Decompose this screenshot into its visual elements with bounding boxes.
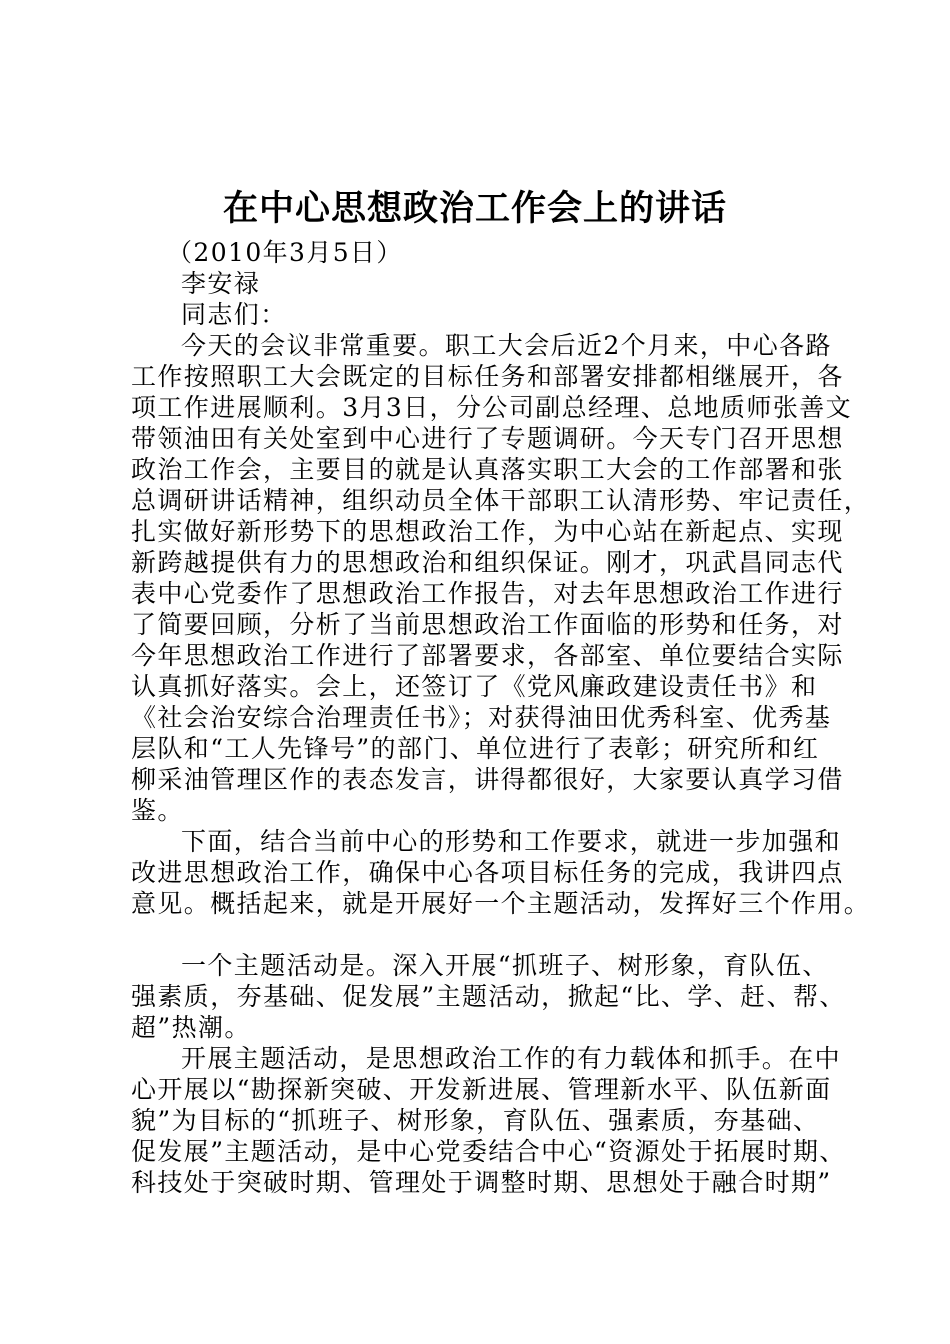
paragraph-line: 工作按照职工大会既定的目标任务和部署安排都相继展开，各 xyxy=(131,362,844,391)
paragraph-line: 表中心党委作了思想政治工作报告，对去年思想政治工作进行 xyxy=(131,579,844,608)
paragraph-line: 强素质，夯基础、促发展”主题活动，掀起“比、学、赶、帮、 xyxy=(131,982,846,1011)
paragraph-line: 意见。概括起来，就是开展好一个主题活动，发挥好三个作用。 xyxy=(131,889,871,918)
speaker-name: 李安禄 xyxy=(181,269,261,298)
paragraph-line: 项工作进展顺利。3月3日，分公司副总经理、总地质师张善文 xyxy=(131,393,853,422)
paragraph-line: 心开展以“勘探新突破、开发新进展、管理新水平、队伍新面 xyxy=(131,1075,832,1104)
paragraph-line: 鉴。 xyxy=(131,796,184,825)
paragraph-line: 一个主题活动是。深入开展“抓班子、树形象，育队伍、 xyxy=(181,951,829,980)
paragraph-line: 改进思想政治工作，确保中心各项目标任务的完成，我讲四点 xyxy=(131,858,844,887)
paragraph-line: 政治工作会，主要目的就是认真落实职工大会的工作部署和张 xyxy=(131,455,844,484)
paragraph-line: 今天的会议非常重要。职工大会后近2个月来，中心各路 xyxy=(181,331,832,360)
paragraph-line: 促发展”主题活动，是中心党委结合中心“资源处于拓展时期、 xyxy=(131,1137,846,1166)
paragraph-line: 超”热潮。 xyxy=(131,1013,251,1042)
paragraph-line: 层队和“工人先锋号”的部门、单位进行了表彰；研究所和红 xyxy=(131,734,820,763)
paragraph-line: 下面，结合当前中心的形势和工作要求，就进一步加强和 xyxy=(181,827,842,856)
paragraph-line: 带领油田有关处室到中心进行了专题调研。今天专门召开思想 xyxy=(131,424,844,453)
document-body xyxy=(131,237,871,1198)
paragraph-gap xyxy=(131,919,851,950)
paragraph-line: 总调研讲话精神，组织动员全体干部职工认清形势、牢记责任， xyxy=(131,486,871,515)
paragraph-line: 《社会治安综合治理责任书》；对获得油田优秀科室、优秀基 xyxy=(131,703,832,732)
paragraph-line: 科技处于突破时期、管理处于调整时期、思想处于融合时期” xyxy=(131,1168,832,1197)
speech-date: （2010年3月5日） xyxy=(167,238,403,267)
paragraph-line: 认真抓好落实。会上，还签订了《党风廉政建设责任书》和 xyxy=(131,672,818,701)
paragraph-line: 柳采油管理区作的表态发言，讲得都很好，大家要认真学习借 xyxy=(131,765,844,794)
paragraph-line: 今年思想政治工作进行了部署要求，各部室、单位要结合实际 xyxy=(131,641,844,670)
paragraph-line: 开展主题活动，是思想政治工作的有力载体和抓手。在中 xyxy=(181,1044,842,1073)
paragraph-line: 新跨越提供有力的思想政治和组织保证。刚才，巩武昌同志代 xyxy=(131,548,844,577)
paragraph-line: 了简要回顾，分析了当前思想政治工作面临的形势和任务，对 xyxy=(131,610,844,639)
salutation: 同志们： xyxy=(181,300,287,329)
document-title: 在中心思想政治工作会上的讲话 xyxy=(222,188,727,229)
paragraph-line: 扎实做好新形势下的思想政治工作，为中心站在新起点、实现 xyxy=(131,517,844,546)
paragraph-line: 貌”为目标的“抓班子、树形象，育队伍、强素质，夯基础、 xyxy=(131,1106,820,1135)
